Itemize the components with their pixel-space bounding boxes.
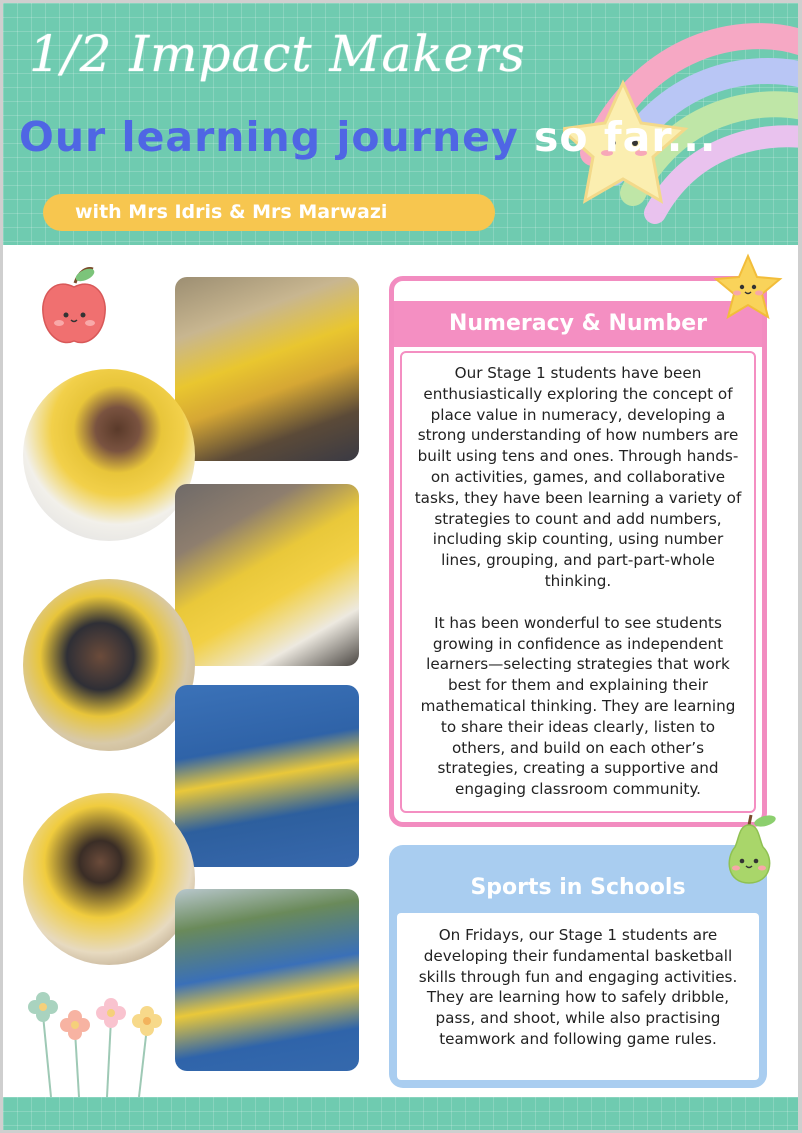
numeracy-panel [389,276,767,827]
numeracy-paragraph-1: Our Stage 1 students have been enthusiastically exploring the concept of place value in numeracy, developing a strong understanding of how numbers are built using tens and ones. Through hands-on activities, games, and collaborative tasks, they have been learning a variety of strategies to count and add numbers, including skip counting, using number lines, grouping, and part-part-whole thinking. [414,364,742,590]
numeracy-body [400,351,756,813]
subtitle-part-1: Our learning journey [19,113,519,161]
sports-heading: Sports in Schools [470,875,686,900]
pear-icon [715,813,785,887]
numeracy-heading: Numeracy & Number [394,301,762,347]
photo-classroom-group [175,277,359,461]
photo-basketball [175,889,359,1071]
photo-students-court [175,685,359,867]
page-title: 1/2 Impact Makers [29,25,526,83]
sports-panel [389,845,767,1088]
teacher-byline: with Mrs Idris & Mrs Marwazi [43,194,495,231]
photo-students-desk [23,579,195,751]
star-icon [713,253,783,321]
photo-student-worksheet [23,793,195,965]
page-subtitle [19,113,716,161]
numeracy-paragraph-2: It has been wonderful to see students growing in confidence as independent learners—selecting strategies that work best for them and explaining their mathematical thinking. They are learning to share their ideas clearly, listen to others, and build on each other’s strategies, creating a supportive and engaging classroom community. [420,613,736,799]
apple-icon [39,265,109,349]
sports-body: On Fridays, our Stage 1 students are developing their fundamental basketball skills through fun and engaging activities. They are learning how to safely dribble, pass, and shoot, while also practising teamwork and following game rules. [397,913,759,1080]
photo-students-smiling [175,484,359,666]
footer-banner [3,1097,798,1130]
header-banner [3,3,798,245]
flowers-icon [21,985,171,1097]
photo-student-writing [23,369,195,541]
newsletter-page [3,3,798,1130]
subtitle-part-2: so far... [533,113,717,161]
